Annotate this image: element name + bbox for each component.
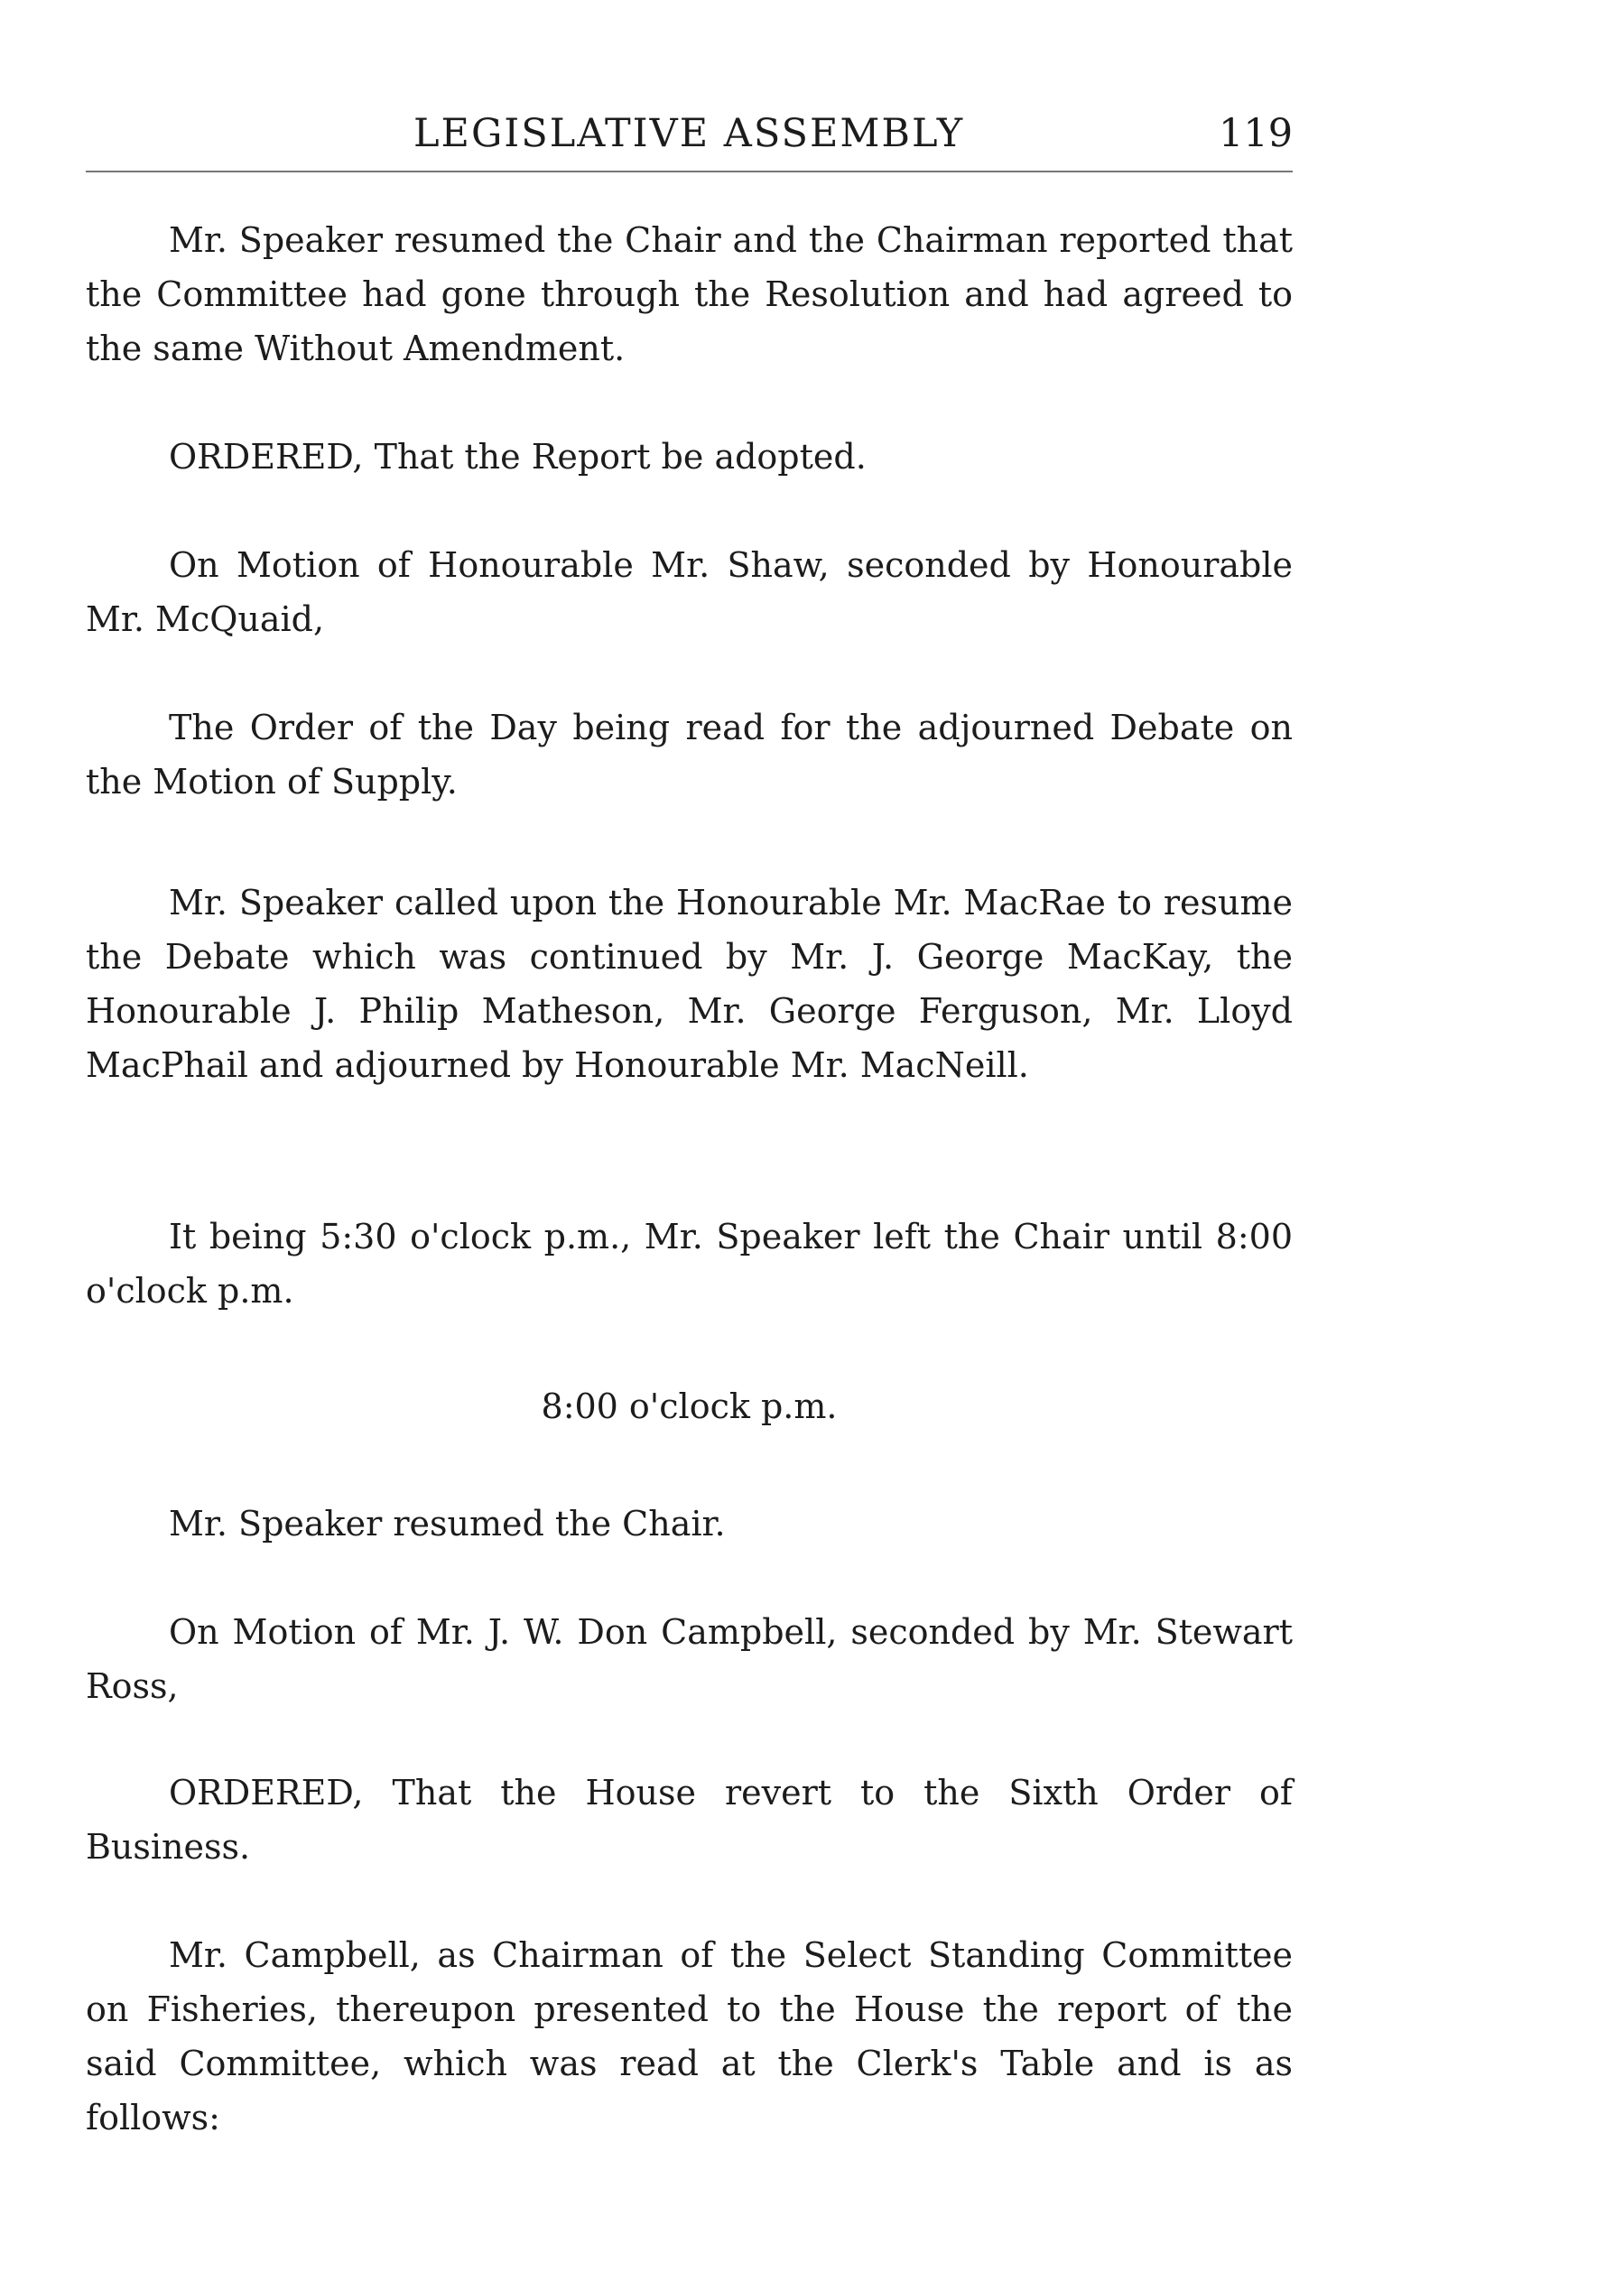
paragraph-chair-resumed — [86, 1497, 1293, 1551]
paragraph-recess — [86, 1210, 1293, 1318]
header-rule — [86, 171, 1293, 172]
paragraph-order-of-day — [86, 700, 1293, 809]
paragraph-text: It being 5:30 o'clock p.m., Mr. Speaker left the Chair until 8:00 o'clock p.m. — [86, 1217, 1293, 1311]
paragraph-text: 8:00 o'clock p.m. — [541, 1386, 838, 1426]
paragraph-motion-shaw — [86, 538, 1293, 646]
paragraph-text: ORDERED, That the Report be adopted. — [169, 437, 867, 477]
paragraph-text: On Motion of Mr. J. W. Don Campbell, seconded by Mr. Stewart Ross, — [86, 1612, 1293, 1706]
paragraph-text: Mr. Speaker resumed the Chair and the Chairman reported that the Committee had gone through the Resolution and had agreed to the same Without Amendment. — [86, 220, 1293, 368]
time-heading — [86, 1379, 1293, 1433]
running-header-title: LEGISLATIVE ASSEMBLY — [413, 111, 965, 156]
paragraph-revert-order — [86, 1766, 1293, 1874]
page-number: 119 — [1219, 111, 1294, 156]
paragraph-debate — [86, 876, 1293, 1092]
paragraph-text: Mr. Campbell, as Chairman of the Select Standing Committee on Fisheries, thereupon presented to the House the report of the said Committee, which was read at the Clerk's Table and is as follows: — [86, 1935, 1293, 2137]
paragraph-text: The Order of the Day being read for the adjourned Debate on the Motion of Supply. — [86, 708, 1293, 802]
paragraph-text: Mr. Speaker called upon the Honourable Mr. MacRae to resume the Debate which was continued by Mr. J. George MacKay, the Honourable J. Philip Matheson, Mr. George Ferguson, Mr. Lloyd MacPhail and adjourned by Honourable Mr. MacNeill. — [86, 883, 1293, 1085]
paragraph-text: On Motion of Honourable Mr. Shaw, seconded by Honourable Mr. McQuaid, — [86, 545, 1293, 639]
paragraph-fisheries-report — [86, 1928, 1293, 2145]
paragraph-text: Mr. Speaker resumed the Chair. — [169, 1504, 726, 1544]
paragraph-committee-report — [86, 213, 1293, 376]
paragraph-report-adopted — [86, 430, 1293, 484]
paragraph-motion-campbell — [86, 1605, 1293, 1713]
paragraph-text: ORDERED, That the House revert to the Sixth Order of Business. — [86, 1773, 1293, 1867]
